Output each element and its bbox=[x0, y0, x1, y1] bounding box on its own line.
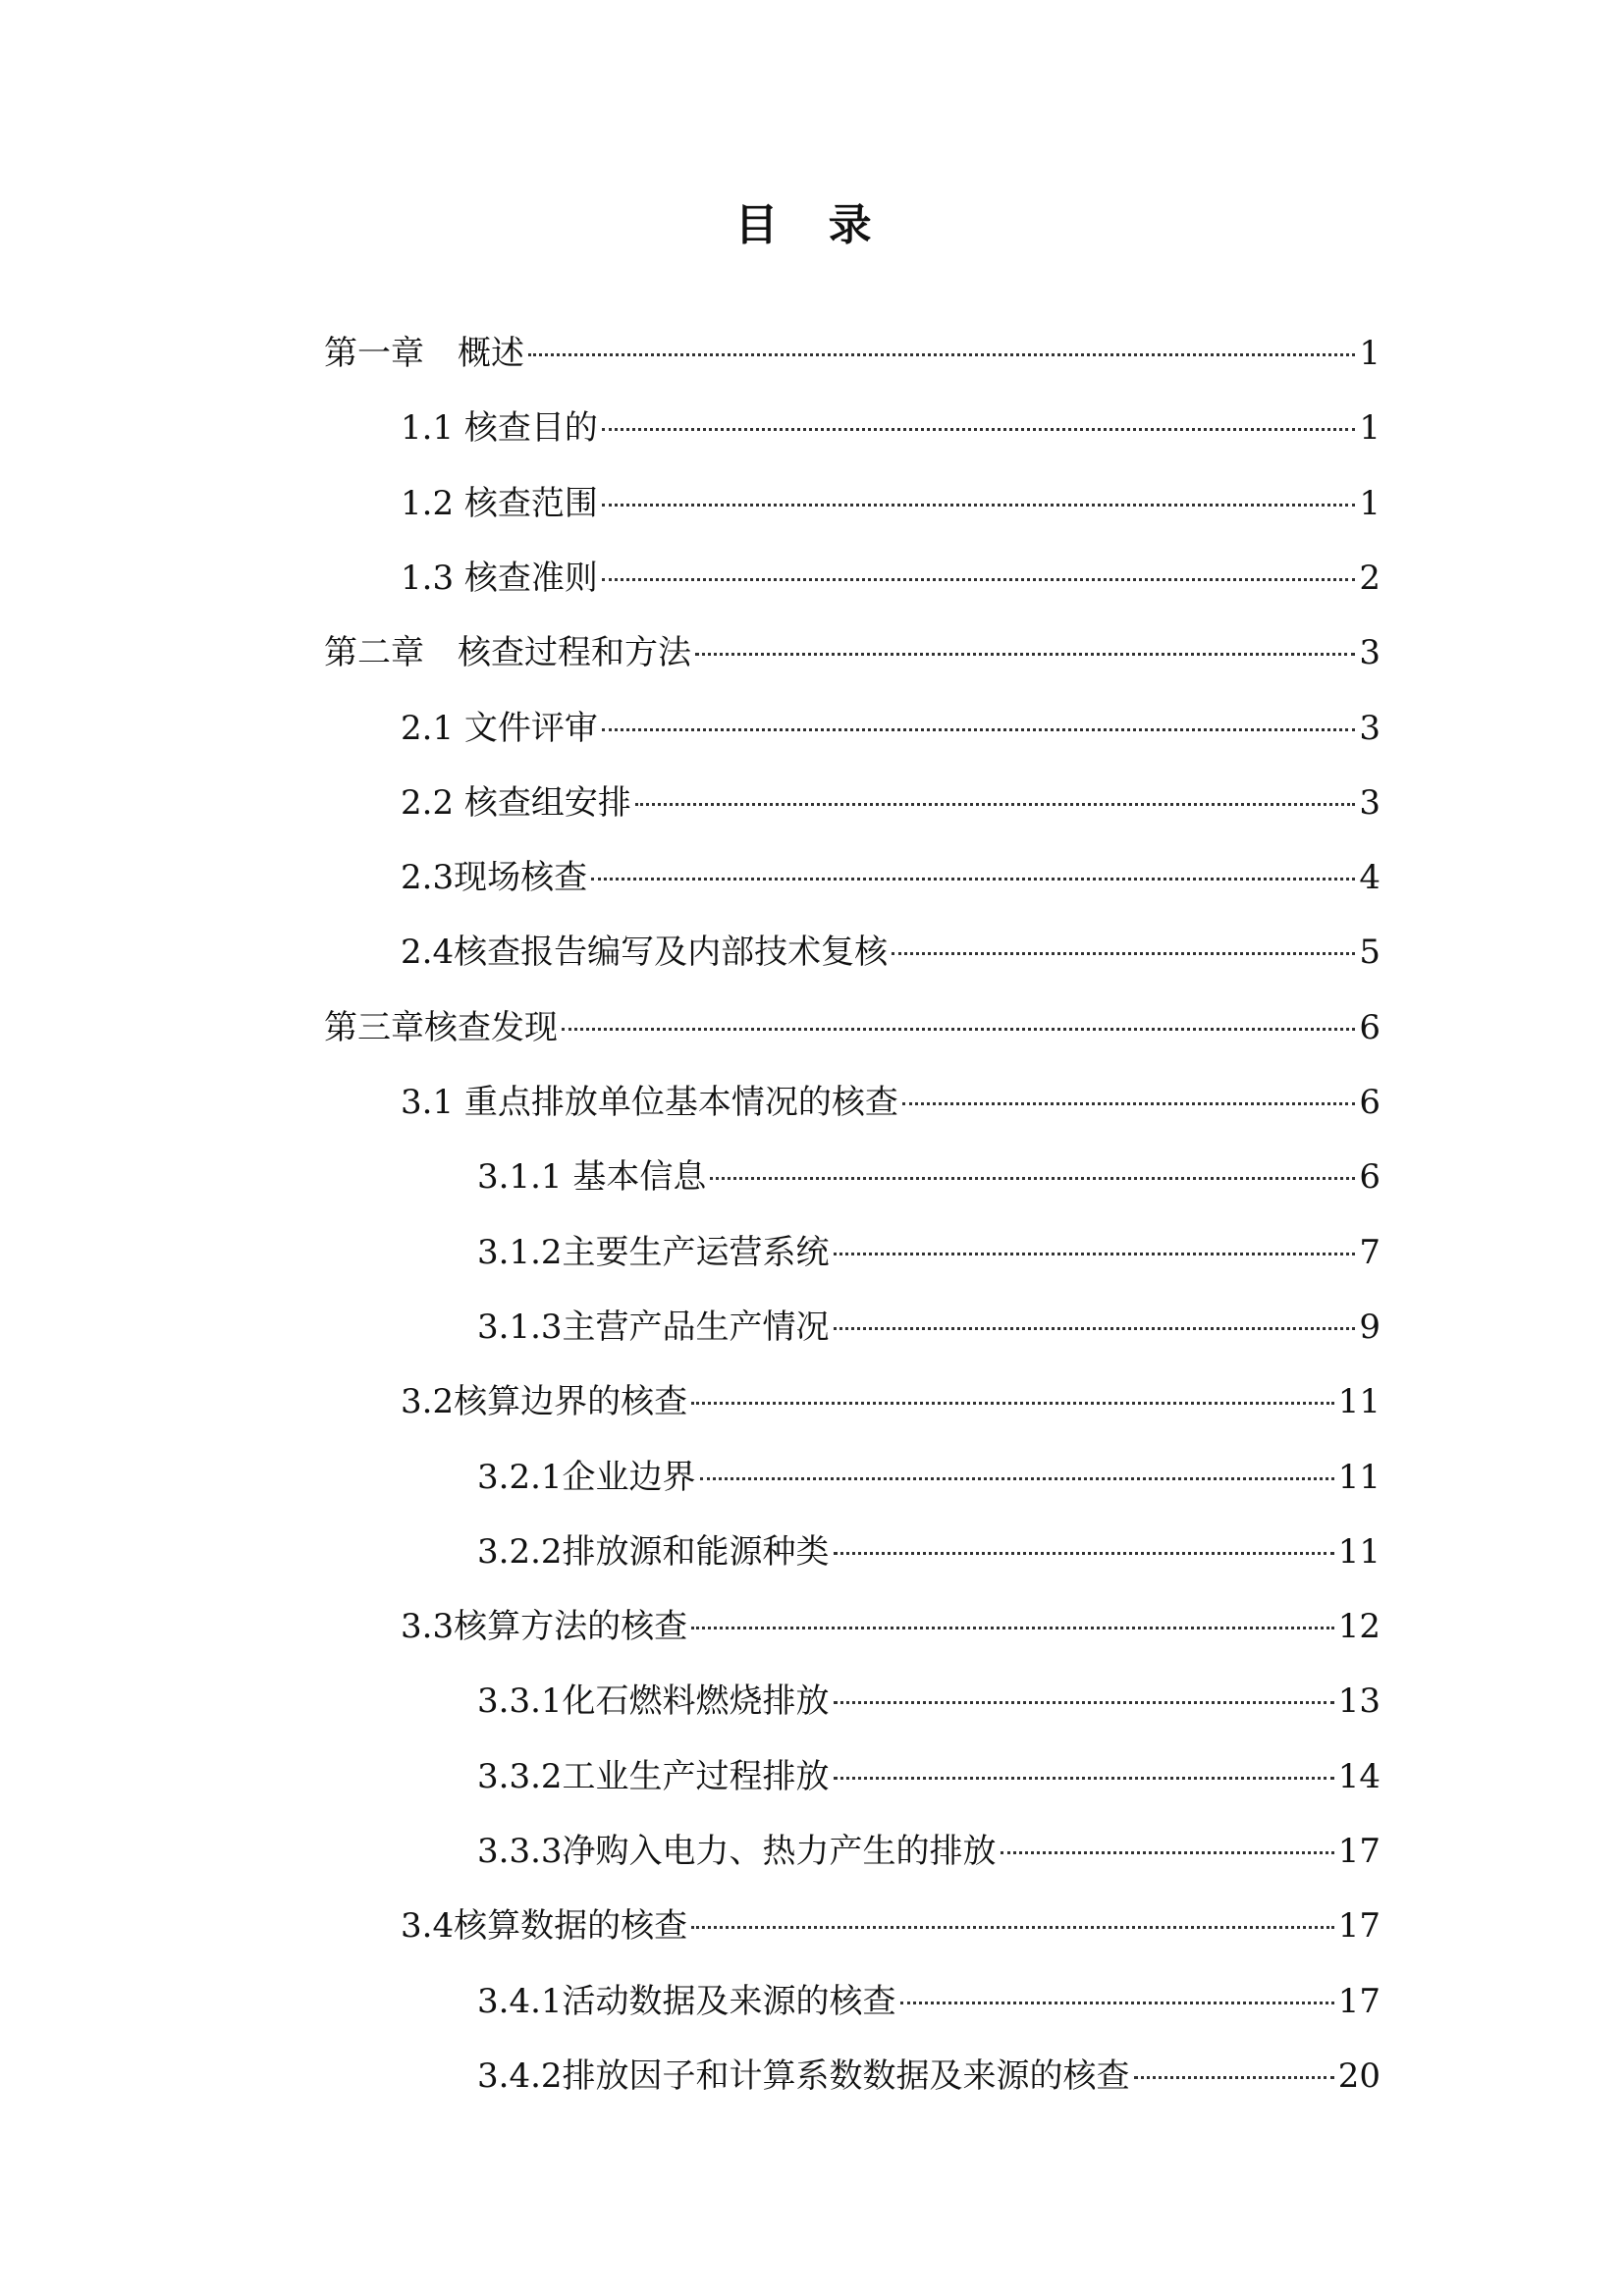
toc-entry[interactable] bbox=[401, 699, 1380, 758]
toc-entry[interactable] bbox=[477, 2047, 1380, 2106]
toc-entry[interactable] bbox=[401, 1073, 1380, 1132]
toc-entry[interactable] bbox=[477, 1747, 1380, 1806]
toc-entry[interactable] bbox=[401, 1896, 1380, 1955]
toc-entry[interactable] bbox=[324, 998, 1380, 1057]
toc-entry-label: 3.4.1活动数据及来源的核查 bbox=[477, 1981, 896, 2021]
toc-page-number: 17 bbox=[1337, 1981, 1380, 2021]
toc-entry[interactable] bbox=[401, 549, 1380, 608]
toc-entry-label: 3.3.3净购入电力、热力产生的排放 bbox=[477, 1832, 997, 1871]
toc-dot-leader bbox=[691, 1627, 1334, 1629]
toc-entry-label: 3.1.2主要生产运营系统 bbox=[477, 1232, 830, 1272]
toc-dot-leader bbox=[1001, 1851, 1334, 1854]
toc-dot-leader bbox=[700, 1477, 1334, 1480]
toc-entry-label: 3.3核算方法的核查 bbox=[401, 1607, 688, 1647]
toc-dot-leader bbox=[900, 2002, 1334, 2004]
toc-entry-label: 第二章 核查过程和方法 bbox=[324, 633, 691, 673]
toc-entry-label: 1.1 核查目的 bbox=[401, 408, 598, 449]
toc-entry[interactable] bbox=[401, 474, 1380, 533]
toc-page-number: 3 bbox=[1359, 782, 1380, 823]
toc-dot-leader bbox=[691, 1926, 1334, 1929]
toc-page-number: 11 bbox=[1337, 1531, 1380, 1572]
toc-entry[interactable] bbox=[324, 623, 1380, 682]
toc-entry-label: 3.2核算边界的核查 bbox=[401, 1382, 688, 1422]
toc-entry-label: 3.1.1 基本信息 bbox=[477, 1157, 707, 1198]
toc-page-number: 3 bbox=[1359, 708, 1380, 748]
toc-entry[interactable] bbox=[401, 774, 1380, 832]
toc-page-number: 2 bbox=[1359, 558, 1380, 598]
toc-entry-label: 3.1.3主营产品生产情况 bbox=[477, 1307, 830, 1347]
toc-entry-label: 3.2.2排放源和能源种类 bbox=[477, 1531, 830, 1572]
toc-entry[interactable] bbox=[477, 1822, 1380, 1881]
toc-entry[interactable] bbox=[401, 1597, 1380, 1656]
toc-page-number: 17 bbox=[1337, 1832, 1380, 1871]
toc-page-number: 6 bbox=[1359, 1157, 1380, 1198]
toc-dot-leader bbox=[602, 428, 1355, 431]
toc-entry-label: 3.3.2工业生产过程排放 bbox=[477, 1756, 830, 1796]
toc-page-number: 4 bbox=[1359, 858, 1380, 898]
toc-page-number: 11 bbox=[1337, 1457, 1380, 1497]
toc-dot-leader bbox=[834, 1552, 1334, 1555]
toc-page-number: 6 bbox=[1359, 1007, 1380, 1047]
toc-dot-leader bbox=[635, 803, 1355, 806]
toc-page-number: 1 bbox=[1359, 408, 1380, 449]
toc-entry[interactable] bbox=[401, 923, 1380, 982]
toc-entry-label: 第一章 概述 bbox=[324, 334, 524, 373]
toc-entry-label: 1.3 核查准则 bbox=[401, 558, 598, 598]
toc-entry[interactable] bbox=[477, 1298, 1380, 1357]
toc-dot-leader bbox=[691, 1402, 1334, 1405]
toc-entry-label: 2.1 文件评审 bbox=[401, 708, 598, 748]
toc-entry[interactable] bbox=[401, 399, 1380, 457]
toc-dot-leader bbox=[834, 1327, 1356, 1330]
toc-entry-label: 2.3现场核查 bbox=[401, 858, 588, 898]
toc-entry-label: 2.4核查报告编写及内部技术复核 bbox=[401, 933, 889, 973]
toc-entry[interactable] bbox=[477, 1223, 1380, 1282]
page-title: 目 录 bbox=[734, 200, 890, 250]
toc-page-number: 12 bbox=[1337, 1607, 1380, 1647]
toc-page-number: 7 bbox=[1359, 1232, 1380, 1272]
toc-entry-label: 第三章核查发现 bbox=[324, 1007, 558, 1047]
toc-dot-leader bbox=[602, 578, 1355, 581]
toc-entry-label: 1.2 核查范围 bbox=[401, 483, 598, 523]
toc-dot-leader bbox=[902, 1102, 1355, 1105]
toc-dot-leader bbox=[1134, 2076, 1334, 2079]
toc-entry[interactable] bbox=[401, 1372, 1380, 1431]
toc-entry-label: 3.1 重点排放单位基本情况的核查 bbox=[401, 1083, 898, 1122]
toc-entry-label: 3.3.1化石燃料燃烧排放 bbox=[477, 1682, 830, 1722]
toc-entry-label: 2.2 核查组安排 bbox=[401, 782, 631, 823]
toc-page-number: 13 bbox=[1337, 1682, 1380, 1722]
toc-page-number: 6 bbox=[1359, 1083, 1380, 1122]
toc-page-number: 11 bbox=[1337, 1382, 1380, 1422]
toc-page-number: 9 bbox=[1359, 1307, 1380, 1347]
toc-page-number: 17 bbox=[1337, 1906, 1380, 1947]
toc-entry-label: 3.4核算数据的核查 bbox=[401, 1906, 688, 1947]
toc-dot-leader bbox=[528, 353, 1355, 356]
toc-page-number: 14 bbox=[1337, 1756, 1380, 1796]
toc-entry-label: 3.2.1企业边界 bbox=[477, 1457, 696, 1497]
toc-dot-leader bbox=[892, 952, 1355, 955]
toc-page-number: 5 bbox=[1359, 933, 1380, 973]
toc-dot-leader bbox=[602, 504, 1355, 507]
toc-dot-leader bbox=[695, 653, 1355, 656]
toc-page-number: 20 bbox=[1337, 2056, 1380, 2096]
toc-page-number: 1 bbox=[1359, 334, 1380, 373]
toc-entry[interactable] bbox=[324, 324, 1380, 383]
toc-dot-leader bbox=[834, 1777, 1334, 1780]
toc-entry[interactable] bbox=[477, 1148, 1380, 1206]
toc-dot-leader bbox=[710, 1177, 1355, 1180]
toc-dot-leader bbox=[834, 1253, 1356, 1255]
toc-entry[interactable] bbox=[477, 1672, 1380, 1731]
toc-page-number: 3 bbox=[1359, 633, 1380, 673]
toc-dot-leader bbox=[834, 1701, 1334, 1704]
toc-entry[interactable] bbox=[477, 1522, 1380, 1581]
toc-entry[interactable] bbox=[477, 1972, 1380, 2031]
toc-page-number: 1 bbox=[1359, 483, 1380, 523]
toc-entry[interactable] bbox=[477, 1448, 1380, 1507]
toc-dot-leader bbox=[591, 878, 1355, 881]
toc-dot-leader bbox=[562, 1028, 1355, 1031]
toc-dot-leader bbox=[602, 728, 1355, 731]
toc-entry-label: 3.4.2排放因子和计算系数数据及来源的核查 bbox=[477, 2056, 1130, 2096]
toc-entry[interactable] bbox=[401, 848, 1380, 907]
